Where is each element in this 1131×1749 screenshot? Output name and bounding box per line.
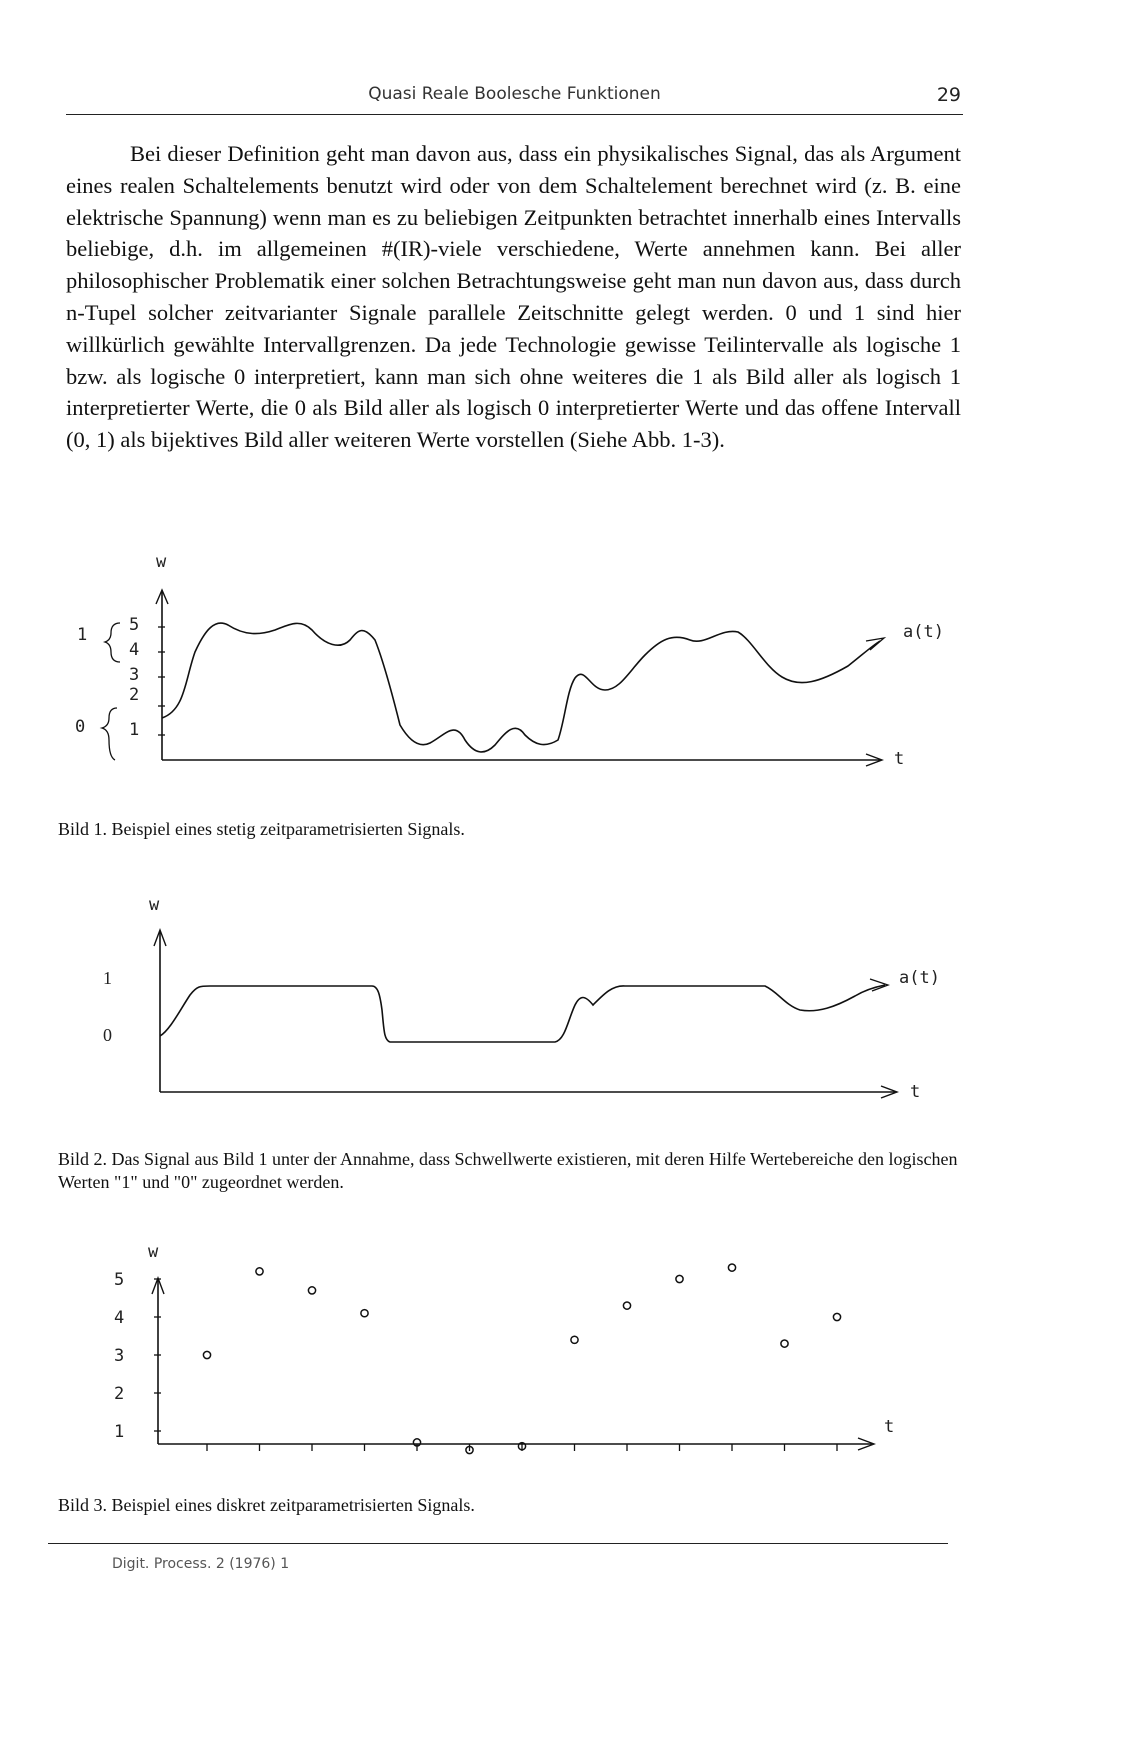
fig2-x-axis-label: t bbox=[910, 1082, 921, 1102]
fig1-tick-label: 4 bbox=[129, 640, 140, 660]
fig1-caption: Bild 1. Beispiel eines stetig zeitparametrisierten Signals. bbox=[58, 819, 465, 839]
fig3-x-axis-label: t bbox=[884, 1417, 895, 1437]
fig2-curve-label: a(t) bbox=[899, 968, 940, 988]
fig3-data-point bbox=[676, 1275, 683, 1282]
fig3-tick-label: 1 bbox=[114, 1422, 125, 1442]
fig1-y-axis-label: w bbox=[156, 552, 167, 572]
fig2-caption: Bild 2. Das Signal aus Bild 1 unter der Annahme, dass Schwellwerte existieren, mit deren Hilfe Wertebereiche den logischen Werten "1" und "0" zugeordnet werden. bbox=[58, 1149, 958, 1192]
fig1-tick-label: 3 bbox=[129, 665, 140, 685]
fig2-level-label: 1 bbox=[103, 968, 112, 988]
fig3-tick-label: 5 bbox=[114, 1270, 125, 1290]
fig3-tick-label: 4 bbox=[114, 1308, 125, 1328]
footer-citation: Digit. Process. 2 (1976) 1 bbox=[112, 1556, 290, 1572]
fig1-tick-label: 2 bbox=[129, 685, 140, 705]
fig3-tick-label: 3 bbox=[114, 1346, 125, 1366]
fig3-data-point bbox=[781, 1340, 788, 1347]
fig3-y-ticks bbox=[114, 1270, 161, 1442]
fig1-group-label: 1 bbox=[77, 625, 88, 645]
fig1-tick-label: 5 bbox=[129, 615, 140, 635]
fig1-tick-label: 1 bbox=[129, 720, 140, 740]
fig3-data-point bbox=[571, 1336, 578, 1343]
body-paragraph: Bei dieser Definition geht man davon aus, dass ein physikalisches Signal, das als Argument eines realen Schaltelements benutzt wird oder von dem Schaltelement berechnet wird (z. B. eine elektrische Spannung) wenn man es zu beliebigen Zeitpunkten betrachtet innerhalb eines Intervalls beliebige, d.h. im allgemeinen #(IR)-viele verschiedene, Werte annehmen kann. Bei aller philosophischer Problematik einer solchen Betrachtungsweise geht man nun davon aus, dass durch n-Tupel solcher zeitvarianter Signale parallele Zeitschnitte gelegt werden. 0 und 1 sind hier willkürlich gewählte Intervallgrenzen. Da jede Technologie gewisse Teilintervalle als logische 1 bzw. als logische 0 interpretiert, kann man sich ohne weiteres die 1 als Bild aller als logisch 1 interpretierter Werte, die 0 als Bild aller als logisch 0 interpretierter Werte und das offene Intervall (0, 1) als bijektives Bild aller weiteren Werte vorstellen (Siehe Abb. 1-3). bbox=[66, 141, 961, 453]
running-title: Quasi Reale Boolesche Funktionen bbox=[368, 84, 661, 104]
fig3-data-points bbox=[203, 1264, 840, 1454]
footer-rule bbox=[48, 1543, 948, 1544]
fig3-data-point bbox=[308, 1287, 315, 1294]
fig3-tick-label: 2 bbox=[114, 1384, 125, 1404]
fig3-data-point bbox=[203, 1351, 210, 1358]
fig2-level-label: 0 bbox=[103, 1025, 112, 1045]
fig3-caption: Bild 3. Beispiel eines diskret zeitparametrisierten Signals. bbox=[58, 1495, 475, 1515]
fig3-y-axis-label: w bbox=[148, 1242, 159, 1262]
fig3-data-point bbox=[833, 1313, 840, 1320]
fig2-y-axis-label: w bbox=[149, 895, 160, 915]
fig1-curve-label: a(t) bbox=[903, 622, 944, 642]
fig1-x-axis-label: t bbox=[894, 749, 905, 769]
fig3-data-point bbox=[623, 1302, 630, 1309]
fig3-data-point bbox=[728, 1264, 735, 1271]
fig1-group-label: 0 bbox=[75, 717, 86, 737]
fig3-data-point bbox=[256, 1268, 263, 1275]
page-number: 29 bbox=[936, 84, 961, 106]
fig3-data-point bbox=[361, 1310, 368, 1317]
